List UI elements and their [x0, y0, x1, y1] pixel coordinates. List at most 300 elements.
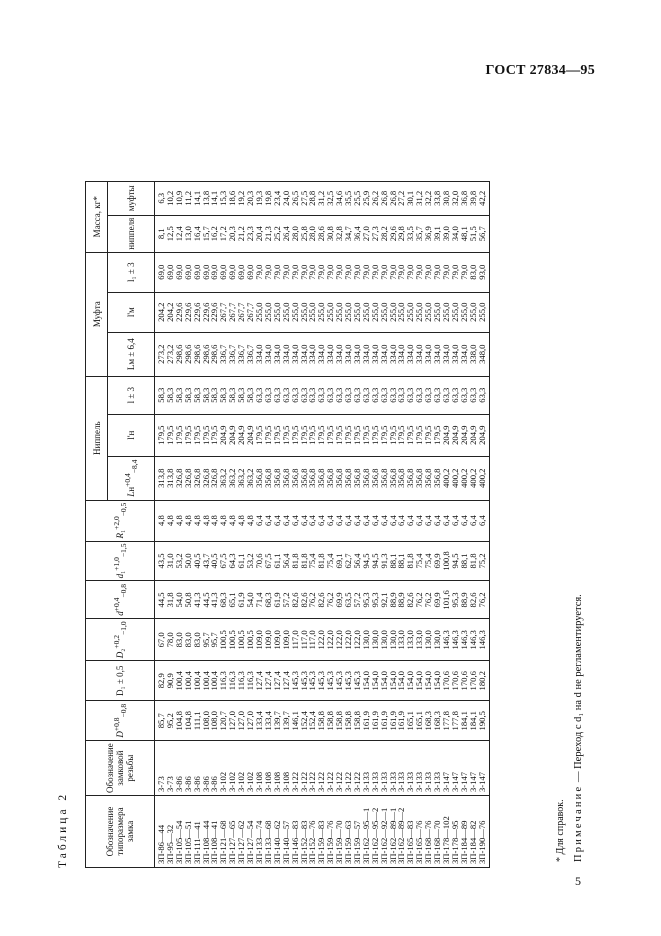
table-cell: 255,0: [335, 292, 344, 332]
table-cell: 356,8: [255, 456, 264, 500]
table-cell: 30,8: [326, 215, 335, 252]
table-cell: ЗП-168—70: [433, 796, 442, 868]
table-cell: 79,0: [424, 252, 433, 292]
table-cell: 18,6: [228, 181, 237, 215]
table-cell: 81,8: [300, 541, 309, 581]
table-cell: 334,0: [406, 332, 415, 376]
table-cell: 94,5: [451, 541, 460, 581]
table-cell: 81,8: [291, 541, 300, 581]
table-cell: 179,5: [166, 414, 175, 456]
table-cell: З-133: [380, 741, 389, 796]
table-cell: 4,8: [193, 500, 202, 541]
table-cell: 179,5: [371, 414, 380, 456]
table-cell: 122,0: [353, 619, 362, 661]
table-cell: 95,3: [362, 581, 371, 619]
table-cell: 267,7: [237, 292, 246, 332]
table-cell: 204,9: [237, 414, 246, 456]
table-cell: 334,0: [362, 332, 371, 376]
table-cell: ЗП-111—41: [193, 796, 202, 868]
table-cell: 69,0: [210, 252, 219, 292]
table-cell: ЗП-133—74: [255, 796, 264, 868]
table-cell: 334,0: [433, 332, 442, 376]
table-cell: 161,9: [362, 701, 371, 741]
table-cell: 63,3: [255, 376, 264, 414]
table-cell: 79,0: [451, 252, 460, 292]
table-cell: 6,4: [433, 500, 442, 541]
note-lead: Примечание: [573, 784, 584, 862]
table-cell: 363,2: [237, 456, 246, 500]
table-cell: 109,0: [255, 619, 264, 661]
table-cell: 161,9: [371, 701, 380, 741]
table-cell: 95,2: [166, 701, 175, 741]
table-cell: 54,0: [246, 581, 255, 619]
table-cell: 146,3: [460, 619, 469, 661]
table-cell: 298,6: [210, 332, 219, 376]
table-cell: 6,4: [424, 500, 433, 541]
table-cell: 334,0: [317, 332, 326, 376]
table-cell: 298,6: [175, 332, 184, 376]
table-cell: 85,7: [155, 701, 166, 741]
table-cell: 56,4: [282, 541, 291, 581]
table-cell: З-133: [406, 741, 415, 796]
table-cell: 145,3: [335, 661, 344, 701]
table-cell: 79,0: [397, 252, 406, 292]
table-cell: 29,6: [389, 215, 398, 252]
table-cell: 29,8: [397, 215, 406, 252]
table-cell: 30,8: [442, 181, 451, 215]
table-cell: 41,3: [210, 581, 219, 619]
table-cell: 75,4: [415, 541, 424, 581]
table-cell: 100,5: [237, 619, 246, 661]
table-cell: 63,3: [362, 376, 371, 414]
table-cell: 179,5: [353, 414, 362, 456]
table-cell: 152,4: [308, 701, 317, 741]
table-cell: 76,2: [308, 581, 317, 619]
table-row: [478, 181, 489, 867]
table-cell: 120,7: [219, 701, 228, 741]
table-cell: 179,5: [291, 414, 300, 456]
table-cell: 363,2: [219, 456, 228, 500]
table-cell: 88,9: [460, 581, 469, 619]
table-cell: 356,8: [300, 456, 309, 500]
table-cell: 63,5: [344, 581, 353, 619]
table-cell: З-86: [175, 741, 184, 796]
table-cell: 117,0: [300, 619, 309, 661]
table-cell: 4,8: [210, 500, 219, 541]
table-cell: 43,5: [155, 541, 166, 581]
table-cell: 154,0: [433, 661, 442, 701]
table-cell: 334,0: [300, 332, 309, 376]
col-D1: D₁ ± 0,5: [86, 661, 155, 701]
table-cell: 154,0: [415, 661, 424, 701]
table-cell: 79,0: [317, 252, 326, 292]
table-cell: 127,4: [264, 661, 273, 701]
table-cell: 356,8: [397, 456, 406, 500]
table-cell: 6,4: [415, 500, 424, 541]
table-cell: 152,4: [300, 701, 309, 741]
table-cell: 79,0: [415, 252, 424, 292]
table-cell: 100,4: [184, 661, 193, 701]
table-cell: З-102: [237, 741, 246, 796]
table-cell: 12,4: [175, 215, 184, 252]
table-cell: 122,0: [335, 619, 344, 661]
table-cell: 154,0: [389, 661, 398, 701]
table-cell: 42,2: [478, 181, 489, 215]
table-cell: 168,3: [424, 701, 433, 741]
table-cell: 100,4: [202, 661, 211, 701]
table-cell: 76,2: [424, 581, 433, 619]
table-cell: 63,3: [478, 376, 489, 414]
table-cell: 30,1: [406, 181, 415, 215]
table-cell: 4,8: [155, 500, 166, 541]
table-cell: ЗП-190—76: [478, 796, 489, 868]
table-cell: 79,0: [380, 252, 389, 292]
table-cell: 356,8: [433, 456, 442, 500]
table-cell: 4,8: [219, 500, 228, 541]
table-cell: 81,8: [317, 541, 326, 581]
table-cell: 326,8: [210, 456, 219, 500]
table-cell: 165,1: [406, 701, 415, 741]
table-cell: З-102: [228, 741, 237, 796]
table-cell: 255,0: [291, 292, 300, 332]
table-cell: 8,1: [155, 215, 166, 252]
table-cell: 255,0: [469, 292, 478, 332]
table-cell: 229,6: [210, 292, 219, 332]
table-cell: 91,3: [380, 541, 389, 581]
table-cell: ЗП-121—68: [219, 796, 228, 868]
table-cell: 356,8: [282, 456, 291, 500]
table-cell: 255,0: [317, 292, 326, 332]
specification-table: [85, 181, 490, 868]
table-cell: 145,3: [344, 661, 353, 701]
table-cell: 76,2: [415, 581, 424, 619]
table-cell: 82,6: [406, 581, 415, 619]
table-cell: 63,3: [380, 376, 389, 414]
table-cell: 68,3: [219, 581, 228, 619]
table-body: [155, 181, 490, 867]
table-cell: ЗП-127—65: [228, 796, 237, 868]
table-cell: 145,3: [353, 661, 362, 701]
table-cell: 334,0: [335, 332, 344, 376]
table-cell: 19,2: [237, 181, 246, 215]
table-cell: 255,0: [362, 292, 371, 332]
table-cell: 88,1: [389, 541, 398, 581]
table-cell: ЗП-168—76: [424, 796, 433, 868]
table-cell: 117,0: [291, 619, 300, 661]
table-cell: 154,0: [397, 661, 406, 701]
table-cell: 158,8: [317, 701, 326, 741]
table-cell: 63,3: [433, 376, 442, 414]
table-cell: 95,3: [451, 581, 460, 619]
table-cell: ЗП-146—83: [291, 796, 300, 868]
table-cell: 24,0: [282, 181, 291, 215]
table-cell: 31,2: [317, 181, 326, 215]
table-cell: 267,7: [219, 292, 228, 332]
table-cell: 356,8: [335, 456, 344, 500]
table-cell: 336,7: [237, 332, 246, 376]
table-cell: 39,0: [442, 215, 451, 252]
table-cell: ЗП-162—95—1: [362, 796, 371, 868]
table-cell: 88,1: [460, 541, 469, 581]
table-cell: 21,2: [237, 215, 246, 252]
table-cell: 204,9: [451, 414, 460, 456]
col-thread: Обозначение замковой резьбы: [86, 741, 155, 796]
table-cell: 14,1: [210, 181, 219, 215]
table-cell: 127,4: [255, 661, 264, 701]
table-cell: 27,3: [371, 215, 380, 252]
table-cell: 50,8: [184, 581, 193, 619]
table-cell: 14,1: [193, 181, 202, 215]
table-cell: 179,5: [210, 414, 219, 456]
table-cell: 100,5: [246, 619, 255, 661]
table-cell: 27,2: [397, 181, 406, 215]
table-cell: 145,3: [300, 661, 309, 701]
table-cell: З-147: [469, 741, 478, 796]
table-cell: 179,5: [335, 414, 344, 456]
table-cell: 273,2: [155, 332, 166, 376]
table-cell: 79,0: [308, 252, 317, 292]
table-cell: 6,4: [397, 500, 406, 541]
table-cell: 31,0: [166, 541, 175, 581]
table-cell: 69,9: [433, 541, 442, 581]
table-cell: 204,9: [228, 414, 237, 456]
table-cell: 57,2: [282, 581, 291, 619]
table-cell: 63,3: [415, 376, 424, 414]
table-cell: 146,3: [478, 619, 489, 661]
table-cell: 6,4: [451, 500, 460, 541]
table-cell: З-102: [246, 741, 255, 796]
table-cell: 19,3: [255, 181, 264, 215]
table-cell: 58,3: [228, 376, 237, 414]
table-cell: 28,6: [317, 215, 326, 252]
table-cell: 255,0: [397, 292, 406, 332]
table-cell: 6,4: [344, 500, 353, 541]
table-cell: ЗП-140—62: [273, 796, 282, 868]
table-cell: 108,0: [202, 701, 211, 741]
table-cell: 313,8: [155, 456, 166, 500]
table-cell: 154,0: [362, 661, 371, 701]
table-cell: 63,3: [397, 376, 406, 414]
table-cell: 63,3: [344, 376, 353, 414]
table-cell: 61,1: [273, 541, 282, 581]
table-cell: 179,5: [255, 414, 264, 456]
table-cell: 50,0: [184, 541, 193, 581]
table-cell: 334,0: [424, 332, 433, 376]
table-cell: 255,0: [300, 292, 309, 332]
table-cell: 158,8: [344, 701, 353, 741]
table-cell: 179,5: [389, 414, 398, 456]
col-d1: d₁$^{+1,0}_{-1,5}$: [86, 541, 155, 581]
note: [573, 594, 584, 862]
table-cell: 36,9: [424, 215, 433, 252]
table-cell: 25,5: [353, 181, 362, 215]
table-cell: 122,0: [326, 619, 335, 661]
table-cell: 53,2: [246, 541, 255, 581]
table-cell: 83,0: [175, 619, 184, 661]
table-cell: 356,8: [415, 456, 424, 500]
col-Ln: $Lн^{+0,4}_{-8,4}$: [108, 456, 155, 500]
table-cell: 255,0: [255, 292, 264, 332]
table-cell: 146,1: [291, 701, 300, 741]
table-cell: 34,7: [344, 215, 353, 252]
table-cell: 158,8: [353, 701, 362, 741]
table-cell: ЗП-86—44: [155, 796, 166, 868]
col-R1: R₁$^{+2,0}_{-0,5}$: [86, 500, 155, 541]
table-cell: 204,9: [469, 414, 478, 456]
table-cell: З-147: [451, 741, 460, 796]
table-cell: 170,6: [469, 661, 478, 701]
table-cell: 58,3: [202, 376, 211, 414]
table-cell: 139,7: [273, 701, 282, 741]
table-cell: 356,8: [317, 456, 326, 500]
table-cell: 79,0: [433, 252, 442, 292]
table-cell: 122,0: [317, 619, 326, 661]
table-cell: 179,5: [282, 414, 291, 456]
table-cell: 184,1: [460, 701, 469, 741]
table-cell: 334,0: [442, 332, 451, 376]
table-cell: 356,8: [326, 456, 335, 500]
table-cell: 58,3: [210, 376, 219, 414]
table-cell: З-108: [282, 741, 291, 796]
table-cell: 56,4: [353, 541, 362, 581]
table-cell: 15,3: [219, 181, 228, 215]
table-cell: 35,7: [415, 215, 424, 252]
table-cell: З-73: [155, 741, 166, 796]
table-cell: ЗП-127—62: [237, 796, 246, 868]
table-cell: З-133: [389, 741, 398, 796]
table-cell: 6,4: [291, 500, 300, 541]
table-cell: 10,9: [175, 181, 184, 215]
table-cell: 6,4: [264, 500, 273, 541]
table-cell: 83,0: [193, 619, 202, 661]
table-cell: 204,9: [478, 414, 489, 456]
table-cell: 356,8: [362, 456, 371, 500]
table-cell: 146,3: [469, 619, 478, 661]
table-cell: 179,5: [273, 414, 282, 456]
table-cell: З-122: [308, 741, 317, 796]
table-cell: 6,4: [389, 500, 398, 541]
table-cell: ЗП-165—83: [406, 796, 415, 868]
table-cell: ЗП-178—95: [451, 796, 460, 868]
table-cell: 61,1: [237, 541, 246, 581]
col-designation: Обозначение типоразмера замка: [86, 796, 155, 868]
table-cell: 158,8: [326, 701, 335, 741]
table-cell: 154,0: [406, 661, 415, 701]
table-cell: 39,1: [433, 215, 442, 252]
table-cell: 130,0: [371, 619, 380, 661]
table-cell: 27,5: [300, 181, 309, 215]
table-cell: 12,5: [166, 215, 175, 252]
table-cell: 56,7: [478, 215, 489, 252]
table-cell: 177,8: [442, 701, 451, 741]
table-cell: 6,3: [155, 181, 166, 215]
table-cell: 69,0: [246, 252, 255, 292]
table-cell: 62,7: [344, 541, 353, 581]
table-cell: 4,8: [246, 500, 255, 541]
table-cell: 179,5: [326, 414, 335, 456]
table-cell: 313,8: [166, 456, 175, 500]
table-cell: ЗП-162—95—2: [371, 796, 380, 868]
table-cell: 6,4: [273, 500, 282, 541]
table-cell: 180,2: [478, 661, 489, 701]
table-cell: 229,6: [184, 292, 193, 332]
table-cell: 255,0: [460, 292, 469, 332]
table-cell: ЗП-159—63: [344, 796, 353, 868]
table-cell: 65,1: [228, 581, 237, 619]
table-cell: 179,5: [202, 414, 211, 456]
table-cell: 36,4: [353, 215, 362, 252]
col-Lm: Lм ± 6,4: [108, 332, 155, 376]
table-cell: 326,8: [175, 456, 184, 500]
table-cell: 161,9: [397, 701, 406, 741]
table-cell: 255,0: [406, 292, 415, 332]
table-cell: 400,2: [442, 456, 451, 500]
table-cell: 104,8: [175, 701, 184, 741]
table-cell: 334,0: [397, 332, 406, 376]
table-cell: З-108: [264, 741, 273, 796]
table-cell: 179,5: [175, 414, 184, 456]
table-cell: 63,3: [282, 376, 291, 414]
table-cell: ЗП-162—89—1: [389, 796, 398, 868]
table-cell: 130,0: [433, 619, 442, 661]
table-cell: 54,0: [175, 581, 184, 619]
table-cell: 4,8: [184, 500, 193, 541]
table-cell: 190,5: [478, 701, 489, 741]
table-cell: ЗП-184—82: [469, 796, 478, 868]
table-cell: 63,3: [424, 376, 433, 414]
table-cell: 130,0: [362, 619, 371, 661]
table-cell: 109,0: [282, 619, 291, 661]
table-cell: 6,4: [380, 500, 389, 541]
table-cell: 23,4: [273, 181, 282, 215]
table-cell: ЗП-152—76: [308, 796, 317, 868]
table-cell: 6,4: [308, 500, 317, 541]
table-cell: 130,0: [424, 619, 433, 661]
col-l1: l₁ ± 3: [108, 252, 155, 292]
table-cell: 69,0: [155, 252, 166, 292]
table-cell: 267,7: [246, 292, 255, 332]
table-cell: 20,3: [246, 181, 255, 215]
table-cell: 69,9: [433, 581, 442, 619]
table-cell: 58,3: [237, 376, 246, 414]
table-cell: 26,5: [291, 181, 300, 215]
table-cell: 298,6: [202, 332, 211, 376]
table-cell: 20,4: [255, 215, 264, 252]
table-cell: 100,8: [442, 541, 451, 581]
table-cell: 69,0: [166, 252, 175, 292]
table-cell: 79,0: [273, 252, 282, 292]
table-cell: 53,2: [175, 541, 184, 581]
table-cell: 6,4: [326, 500, 335, 541]
table-cell: 100,4: [193, 661, 202, 701]
table-cell: 116,3: [246, 661, 255, 701]
table-cell: 255,0: [451, 292, 460, 332]
table-cell: 15,7: [202, 215, 211, 252]
table-cell: 76,2: [478, 581, 489, 619]
table-cell: 43,7: [202, 541, 211, 581]
table-cell: 116,3: [228, 661, 237, 701]
table-cell: 17,2: [219, 215, 228, 252]
table-cell: 336,7: [246, 332, 255, 376]
table-cell: 71,4: [255, 581, 264, 619]
table-cell: ЗП-165—76: [415, 796, 424, 868]
table-cell: 255,0: [308, 292, 317, 332]
table-cell: 356,8: [353, 456, 362, 500]
table-cell: 204,9: [219, 414, 228, 456]
table-cell: 82,6: [291, 581, 300, 619]
table-cell: 69,0: [175, 252, 184, 292]
table-cell: 76,2: [326, 581, 335, 619]
